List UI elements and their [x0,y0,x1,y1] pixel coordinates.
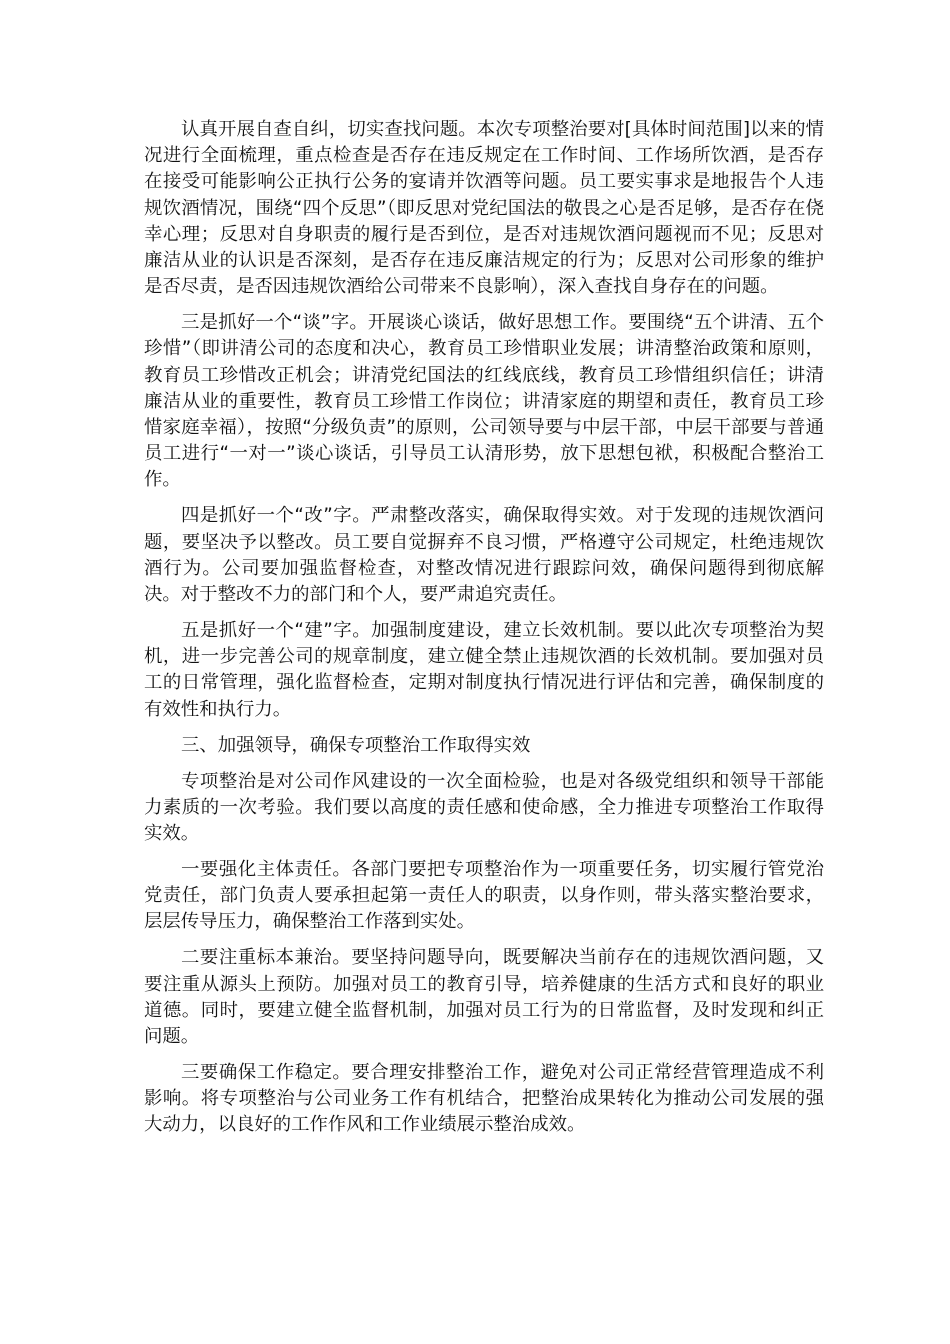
paragraph-self-inspection: 认真开展自查自纠，切实查找问题。本次专项整治要对[具体时间范围]以来的情况进行全面梳理，重点检查是否存在违反规定在工作时间、工作场所饮酒，是否存在接受可能影响公正执行公务的宴请并饮酒等问题。员工要实事求是地报告个人违规饮酒情况，围绕“四个反思”（即反思对党纪国法的敬畏之心是否足够，是否存在侥幸心理；反思对自身职责的履行是否到位，是否对违规饮酒问题视而不见；反思对廉洁从业的认识是否深刻，是否存在违反廉洁规定的行为；反思对公司形象的维护是否尽责，是否因违规饮酒给公司带来不良影响），深入查找自身存在的问题。 [144,119,824,298]
paragraph-root-cause: 二要注重标本兼治。要坚持问题导向，既要解决当前存在的违规饮酒问题，又要注重从源头上预防。加强对员工的教育引导，培养健康的生活方式和良好的职业道德。同时，要建立健全监督机制，加强对员工行为的日常监督，及时发现和纠正问题。 [144,947,824,1048]
paragraph-build: 五是抓好一个“建”字。加强制度建设，建立长效机制。要以此次专项整治为契机，进一步完善公司的规章制度，建立健全禁止违规饮酒的长效机制。要加强对员工的日常管理，强化监督检查，定期对制度执行情况进行评估和完善，确保制度的有效性和执行力。 [144,620,824,720]
paragraph-rectify: 四是抓好一个“改”字。严肃整改落实，确保取得实效。对于发现的违规饮酒问题，要坚决予以整改。员工要自觉摒弃不良习惯，严格遵守公司规定，杜绝违规饮酒行为。公司要加强监督检查，对整改情况进行跟踪问效，确保问题得到彻底解决。对于整改不力的部门和个人，要严肃追究责任。 [144,505,824,606]
paragraph-talk: 三是抓好一个“谈”字。开展谈心谈话，做好思想工作。要围绕“五个讲清、五个珍惜”（即讲清公司的态度和决心，教育员工珍惜职业发展；讲清整治政策和原则，教育员工珍惜改正机会；讲清党纪国法的红线底线，教育员工珍惜组织信任；讲清廉洁从业的重要性，教育员工珍惜工作岗位；讲清家庭的期望和责任，教育员工珍惜家庭幸福），按照“分级负责”的原则，公司领导要与中层干部，中层干部要与普通员工进行“一对一”谈心谈话，引导员工认清形势，放下思想包袱，积极配合整治工作。 [144,312,824,491]
section-heading-leadership: 三、加强领导，确保专项整治工作取得实效 [181,734,531,756]
paragraph-stability: 三要确保工作稳定。要合理安排整治工作，避免对公司正常经营管理造成不利影响。将专项整治与公司业务工作有机结合，把整治成果转化为推动公司发展的强大动力，以良好的工作作风和工作业绩展示整治成效。 [144,1062,824,1136]
paragraph-leadership-intro: 专项整治是对公司作风建设的一次全面检验，也是对各级党组织和领导干部能力素质的一次考验。我们要以高度的责任感和使命感，全力推进专项整治工作取得实效。 [144,770,824,845]
document-body [144,117,824,1148]
paragraph-responsibility: 一要强化主体责任。各部门要把专项整治作为一项重要任务，切实履行管党治党责任，部门负责人要承担起第一责任人的职责，以身作则，带头落实整治要求，层层传导压力，确保整治工作落到实处。 [144,859,824,933]
